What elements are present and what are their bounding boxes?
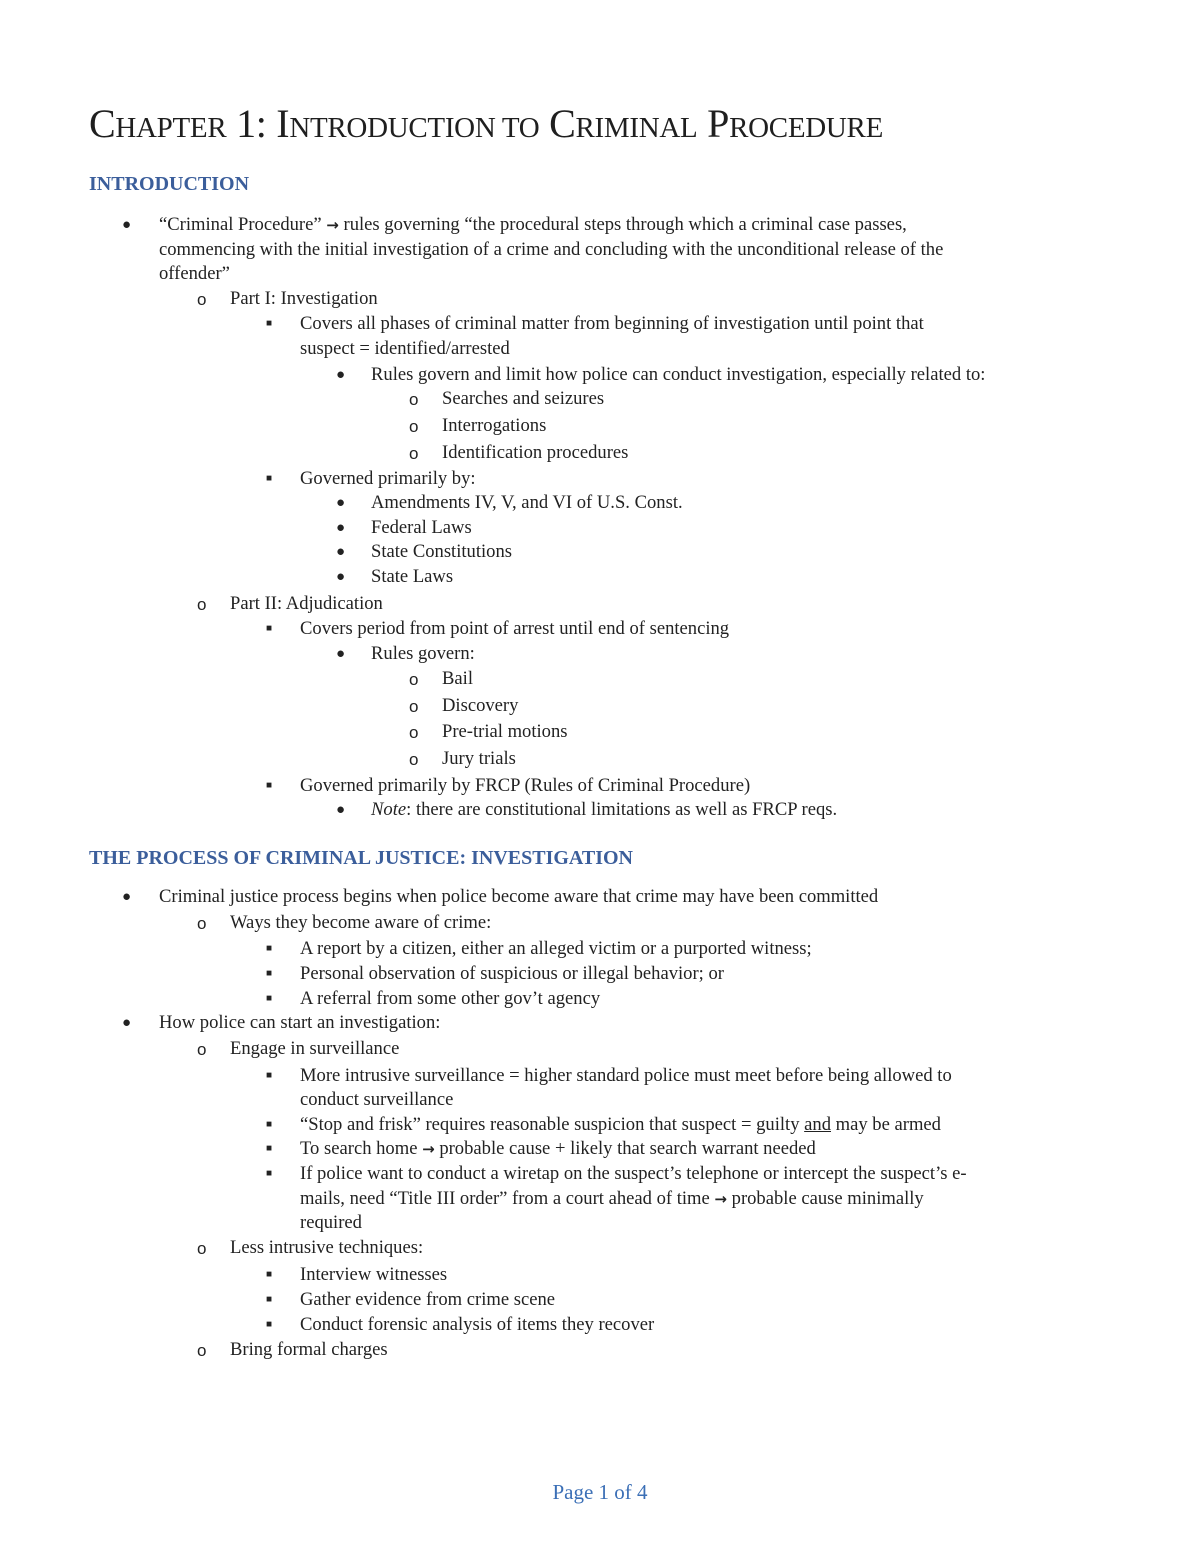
bullet-level2: o — [409, 670, 419, 689]
list-item: Jury trials — [442, 748, 516, 769]
bullet-level1: ● — [336, 646, 346, 662]
list-item: Identification procedures — [442, 442, 629, 463]
list-item: Amendments IV, V, and VI of U.S. Const. — [371, 492, 683, 513]
bullet-level1: ● — [336, 569, 346, 585]
list-item: Federal Laws — [371, 517, 472, 538]
list-item-continuation: required — [300, 1212, 362, 1233]
bullet-level3: ■ — [266, 1143, 273, 1154]
list-item: Covers period from point of arrest until end of sentencing — [300, 618, 730, 639]
bullet-level3: ■ — [266, 623, 273, 634]
bullet-level2: o — [409, 444, 419, 463]
bullet-level2: o — [197, 1239, 207, 1258]
bullet-level3: ■ — [266, 1070, 273, 1081]
arrow-icon: → — [422, 1140, 435, 1158]
list-item: Pre-trial motions — [442, 721, 568, 742]
bullet-level3: ■ — [266, 1319, 273, 1330]
bullet-level1: ● — [122, 217, 132, 233]
bullet-level1: ● — [336, 520, 346, 536]
list-item: Covers all phases of criminal matter from beginning of investigation until point that — [300, 313, 924, 334]
bullet-level3: ■ — [266, 1168, 273, 1179]
page-title: CHAPTER 1: INTRODUCTION TO CRIMINAL PROCEDURE — [89, 101, 884, 146]
list-item-continuation: mails, need “Title III order” from a court ahead of time → probable cause minimally — [300, 1188, 924, 1209]
bullet-level2: o — [409, 723, 419, 742]
list-item: To search home → probable cause + likely that search warrant needed — [300, 1138, 816, 1159]
list-item: State Constitutions — [371, 541, 513, 562]
bullet-level1: ● — [336, 495, 346, 511]
bullet-level2: o — [197, 914, 207, 933]
list-item-continuation: suspect = identified/arrested — [300, 338, 510, 359]
list-item: Less intrusive techniques: — [230, 1237, 424, 1258]
list-item: Rules govern: — [371, 643, 475, 664]
list-item: Part II: Adjudication — [230, 593, 383, 614]
bullet-level3: ■ — [266, 968, 273, 979]
bullet-level2: o — [197, 595, 207, 614]
bullet-level3: ■ — [266, 993, 273, 1004]
arrow-icon: → — [326, 216, 339, 234]
list-item: How police can start an investigation: — [159, 1012, 441, 1033]
list-item: Interview witnesses — [300, 1264, 448, 1285]
list-item: If police want to conduct a wiretap on the suspect’s telephone or intercept the suspect’s e- — [300, 1163, 967, 1184]
list-item-continuation: conduct surveillance — [300, 1089, 454, 1110]
section-heading-introduction: INTRODUCTION — [89, 173, 250, 195]
bullet-level3: ■ — [266, 780, 273, 791]
bullet-level1: ● — [336, 544, 346, 560]
list-item: A report by a citizen, either an alleged victim or a purported witness; — [300, 938, 812, 959]
list-item: Conduct forensic analysis of items they recover — [300, 1314, 655, 1335]
list-item: Bring formal charges — [230, 1339, 388, 1360]
page-number: Page 1 of 4 — [552, 1480, 648, 1504]
bullet-level1: ● — [122, 1015, 132, 1031]
list-item: “Criminal Procedure” → rules governing “the procedural steps through which a criminal case passes, — [159, 214, 907, 235]
bullet-level2: o — [197, 1040, 207, 1059]
list-item: A referral from some other gov’t agency — [300, 988, 601, 1009]
bullet-level2: o — [409, 417, 419, 436]
bullet-level3: ■ — [266, 1294, 273, 1305]
bullet-level3: ■ — [266, 1119, 273, 1130]
bullet-level2: o — [197, 290, 207, 309]
bullet-level1: ● — [336, 367, 346, 383]
list-item: More intrusive surveillance = higher standard police must meet before being allowed to — [300, 1065, 952, 1086]
list-item: Engage in surveillance — [230, 1038, 400, 1059]
bullet-level2: o — [409, 750, 419, 769]
bullet-level3: ■ — [266, 1269, 273, 1280]
list-item: Searches and seizures — [442, 388, 605, 409]
list-item: Governed primarily by: — [300, 468, 476, 489]
list-item: Note: there are constitutional limitations as well as FRCP reqs. — [371, 799, 838, 820]
bullet-level2: o — [409, 390, 419, 409]
list-item: Bail — [442, 668, 473, 689]
bullet-level3: ■ — [266, 318, 273, 329]
list-item: Rules govern and limit how police can conduct investigation, especially related to: — [371, 364, 986, 385]
list-item-continuation: offender” — [159, 263, 230, 284]
list-item: Discovery — [442, 695, 519, 716]
bullet-level3: ■ — [266, 943, 273, 954]
list-item: Ways they become aware of crime: — [230, 912, 492, 933]
list-item: Criminal justice process begins when police become aware that crime may have been committed — [159, 886, 879, 907]
list-item: State Laws — [371, 566, 454, 587]
list-item: Governed primarily by FRCP (Rules of Criminal Procedure) — [300, 775, 751, 796]
section-heading-process: THE PROCESS OF CRIMINAL JUSTICE: INVESTIGATION — [89, 847, 633, 869]
bullet-level1: ● — [122, 889, 132, 905]
list-item-continuation: commencing with the initial investigation of a crime and concluding with the unconditional release of the — [159, 239, 944, 260]
arrow-icon: → — [714, 1190, 727, 1208]
list-item: Gather evidence from crime scene — [300, 1289, 556, 1310]
bullet-level3: ■ — [266, 473, 273, 484]
bullet-level2: o — [197, 1341, 207, 1360]
bullet-level2: o — [409, 697, 419, 716]
list-item: Interrogations — [442, 415, 547, 436]
list-item: “Stop and frisk” requires reasonable suspicion that suspect = guilty and may be armed — [300, 1114, 941, 1135]
list-item: Part I: Investigation — [230, 288, 378, 309]
list-item: Personal observation of suspicious or illegal behavior; or — [300, 963, 724, 984]
bullet-level1: ● — [336, 802, 346, 818]
